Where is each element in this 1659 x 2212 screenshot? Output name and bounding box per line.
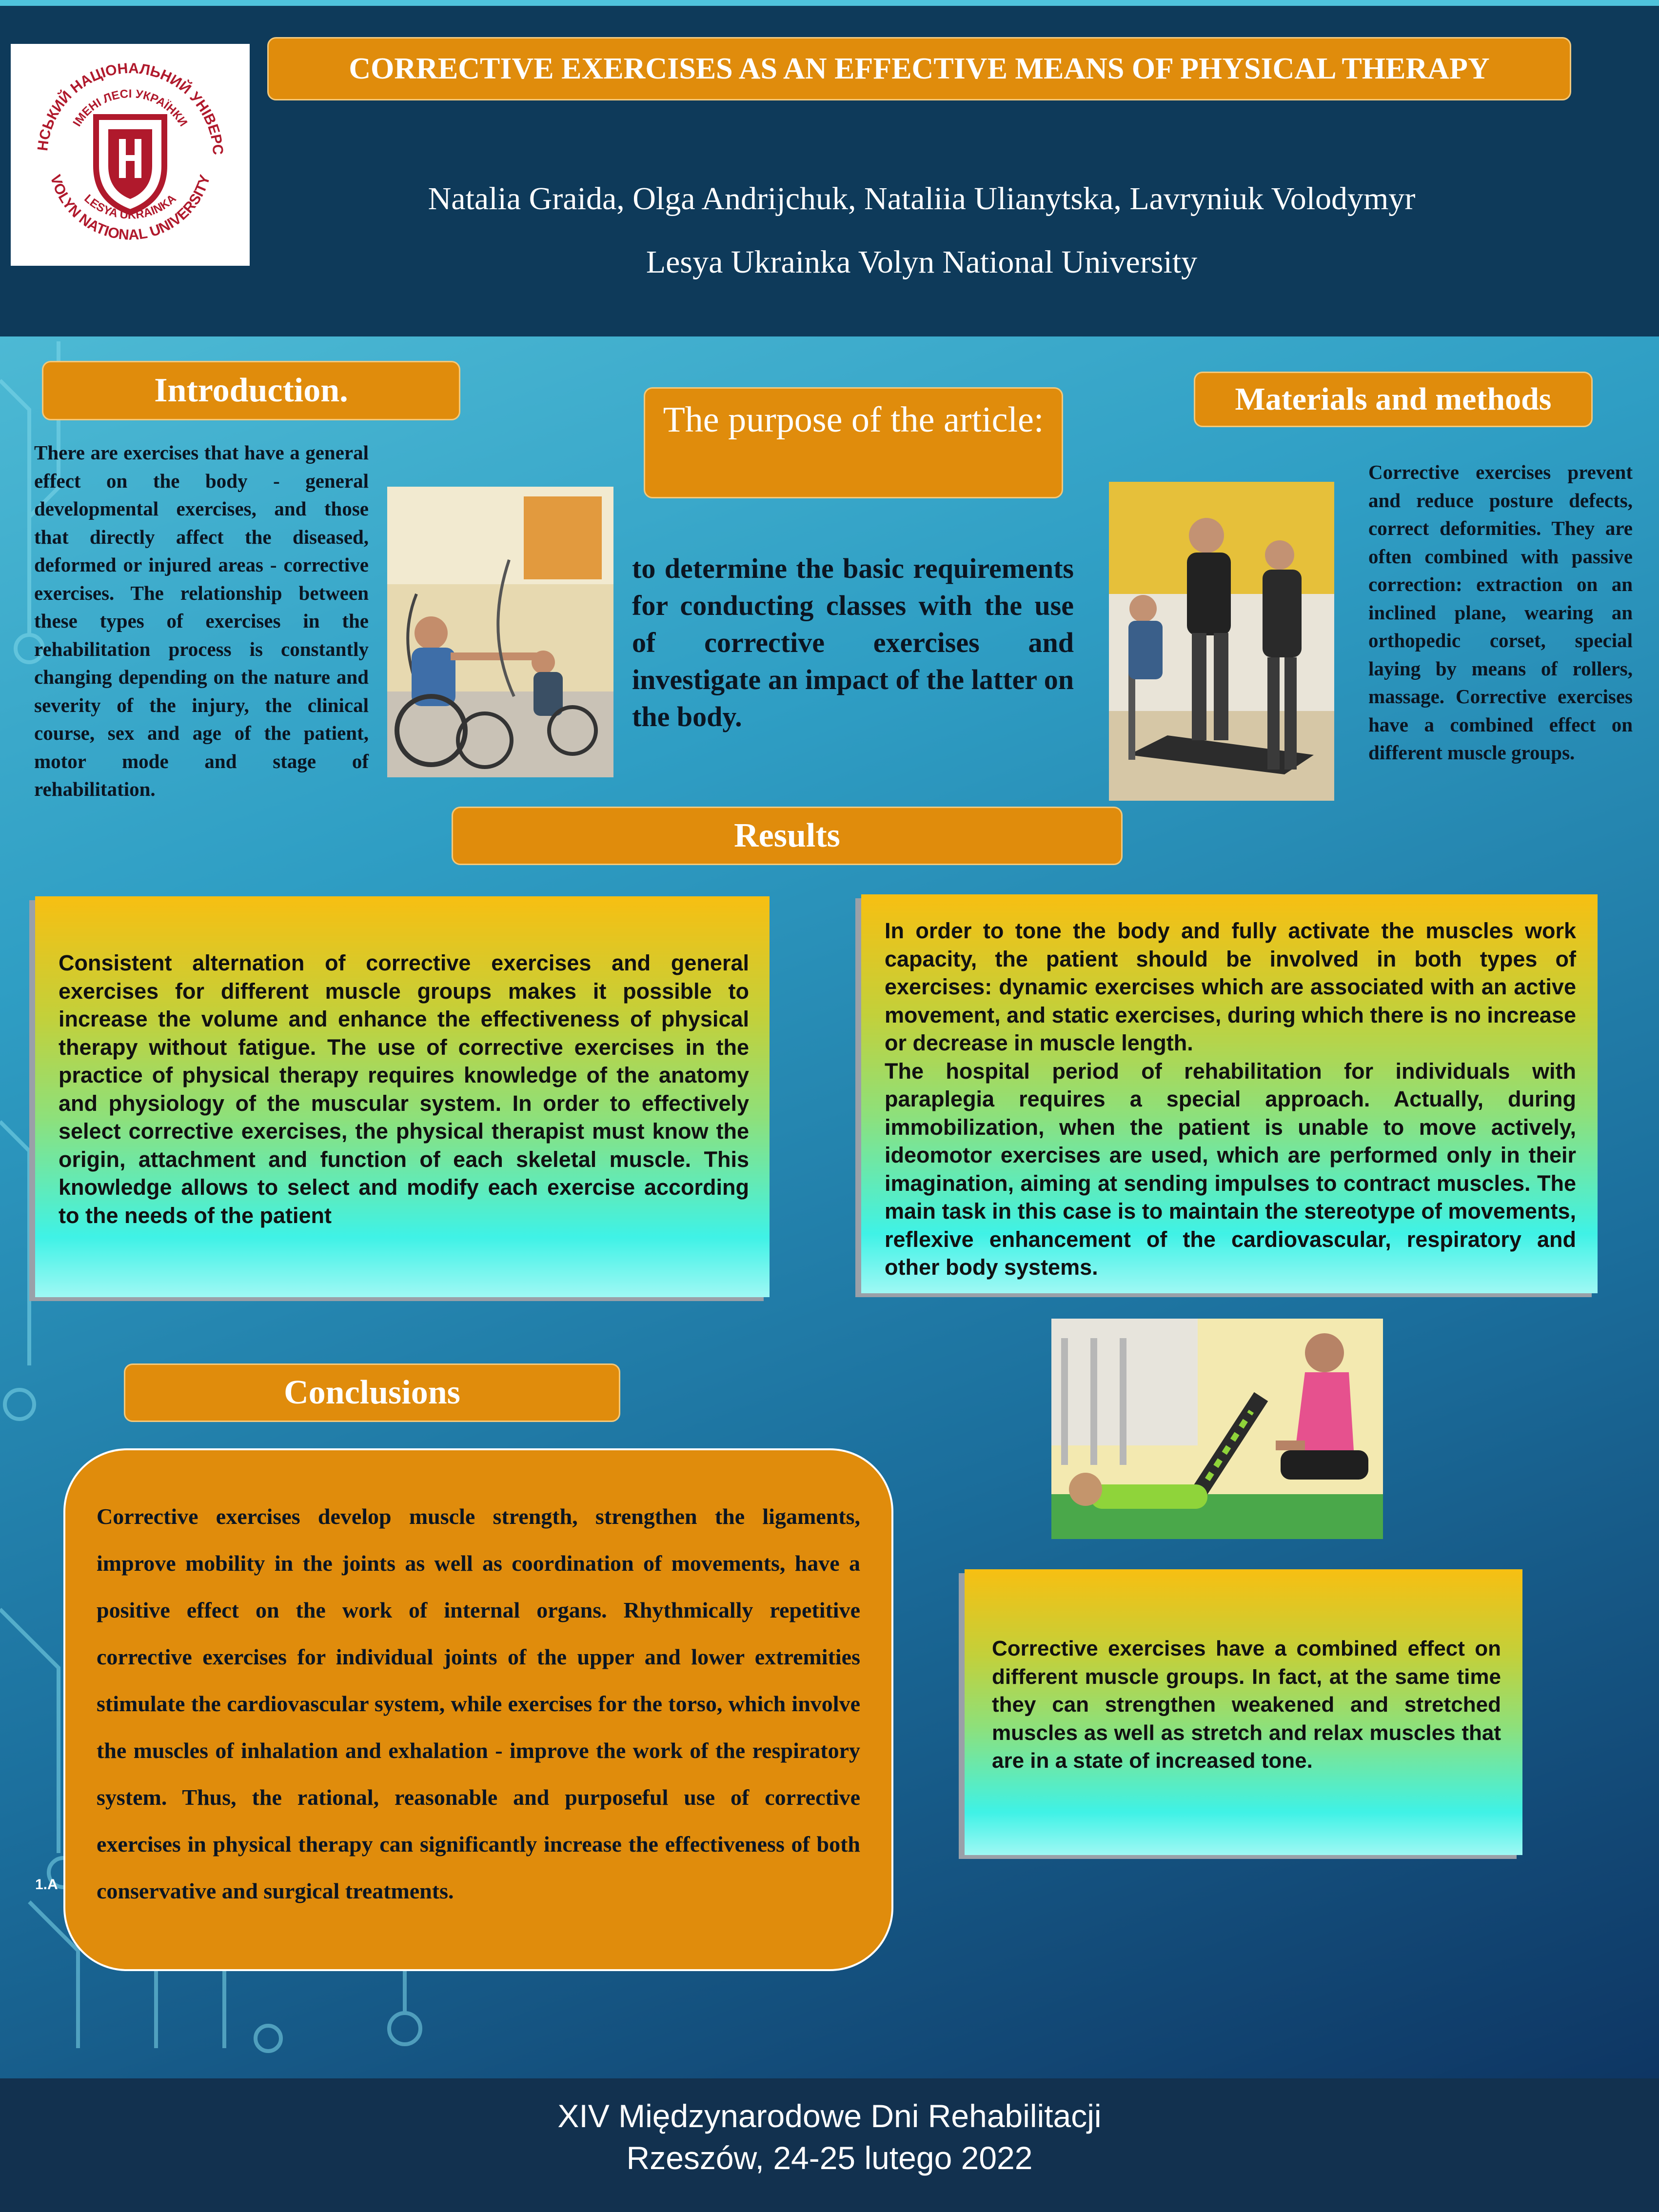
photo-treadmill-rehab <box>1109 482 1334 801</box>
photo-wheelchair-archery <box>387 487 613 777</box>
conclusions-heading: Conclusions <box>124 1363 620 1422</box>
materials-text: Corrective exercises prevent and reduce posture defects, correct deformities. They are often combined with passive correction: extraction on an inclined plane, wearing an orthopedic corset, special laying by means of rollers, massage. Corrective exercises have a combined effect on different muscle groups. <box>1368 461 1633 764</box>
conclusions-text: Corrective exercises develop muscle strength, strengthen the ligaments, improve mobility in the joints as well as coordination of movements, have a positive effect on the work of internal organs. Rhythmically repetitive corrective exercises for individual joints of the upper and lower extremities stimulate the cardiovascular system, while exercises for the torso, which involve the muscles of inhalation and exhalation - improve the work of the respiratory system. Thus, the rational, reasonable and purposeful use of corrective exercises in physical therapy can significantly increase the effectiveness of both conservative and surgical treatments. <box>97 1504 860 1903</box>
results-heading: Results <box>452 807 1123 865</box>
university-logo <box>11 44 250 266</box>
authors: Natalia Graida, Olga Andrijchuk, Nataliia Ulianytska, Lavryniuk Volodymyr <box>428 181 1416 217</box>
poster-title: CORRECTIVE EXERCISES AS AN EFFECTIVE MEANS OF PHYSICAL THERAPY <box>267 37 1571 100</box>
results-box-bottom-text: Corrective exercises have a combined effect on different muscle groups. In fact, at the same time they can strengthen weakened and stretched muscles as well as stretch and relax muscles that are in a state of increased tone. <box>992 1637 1501 1773</box>
purpose-text: to determine the basic requirements for conducting classes with the use of corrective exercises and investigate an impact of the latter on the body. <box>632 553 1074 732</box>
logo-ring-bottom-2: VOLYN NATIONAL UNIVERSITY <box>47 173 214 243</box>
logo-ring-bottom-1: LESYA UKRAINKA <box>81 192 179 222</box>
logo-ring-top: НСЬКИЙ НАЦІОНАЛЬНИЙ УНІВЕРС <box>35 60 226 156</box>
results-box-bottom <box>965 1569 1522 1855</box>
footer-event: XIV Międzynarodowe Dni Rehabilitacji <box>557 2098 1102 2134</box>
footer-place-date: Rzeszów, 24-25 lutego 2022 <box>626 2140 1033 2176</box>
footer <box>0 2078 1659 2212</box>
photo-leg-stretching <box>1051 1319 1383 1539</box>
logo-ring-inner: ІМЕНІ ЛЕСІ УКРАЇНКИ <box>70 87 190 129</box>
results-box-left <box>35 896 770 1297</box>
conclusions-box <box>63 1448 893 1971</box>
affiliation: Lesya Ukrainka Volyn National University <box>646 244 1198 280</box>
results-box-right-paragraph-2: The hospital period of rehabilitation for individuals with paraplegia requires a special approach. Actually, during immobilization, when the patient is unable to move actively, ideomotor exercises are used, which are performed only in their imagination, aiming at sending impulses to contract muscles. The main task in this case is to maintain the stereotype of movements, reflexive enhancement of the cardiovascular, respiratory and other body systems. <box>885 1058 1576 1280</box>
results-box-right-paragraph-1: In order to tone the body and fully activate the muscles work capacity, the patient should be involved in both types of exercises: dynamic exercises which are associated with an active movement, and static exercises, during which there is no increase or decrease in muscle length. <box>885 918 1577 1055</box>
introduction-heading: Introduction. <box>42 361 460 420</box>
introduction-text: There are exercises that have a general effect on the body - general developmental exercises, and those that directly affect the diseased, deformed or injured areas - corrective exercises. The relationship between these types of exercises in the rehabilitation process is constantly changing depending on the nature and severity of the injury, the clinical course, sex and age of the patient, motor mode and stage of rehabilitation. <box>34 441 369 800</box>
purpose-heading: The purpose of the article: <box>644 387 1063 498</box>
materials-heading: Materials and methods <box>1194 372 1593 427</box>
results-box-left-text: Consistent alternation of corrective exercises and general exercises for different muscle groups makes it possible to increase the volume and enhance the effectiveness of physical therapy without fatigue. The use of corrective exercises in the practice of physical therapy requires knowledge of the anatomy and physiology of the muscular system. In order to effectively select corrective exercises, the physical therapist must know the origin, attachment and function of each skeletal muscle. This knowledge allows to select and modify each exercise according to the needs of the patient <box>59 950 749 1228</box>
svg-text:ІМЕНІ ЛЕСІ УКРАЇНКИ <box>70 87 190 129</box>
logo-seal <box>11 44 226 243</box>
results-box-right <box>861 894 1598 1293</box>
footnote: 1.A <box>35 1876 58 1893</box>
